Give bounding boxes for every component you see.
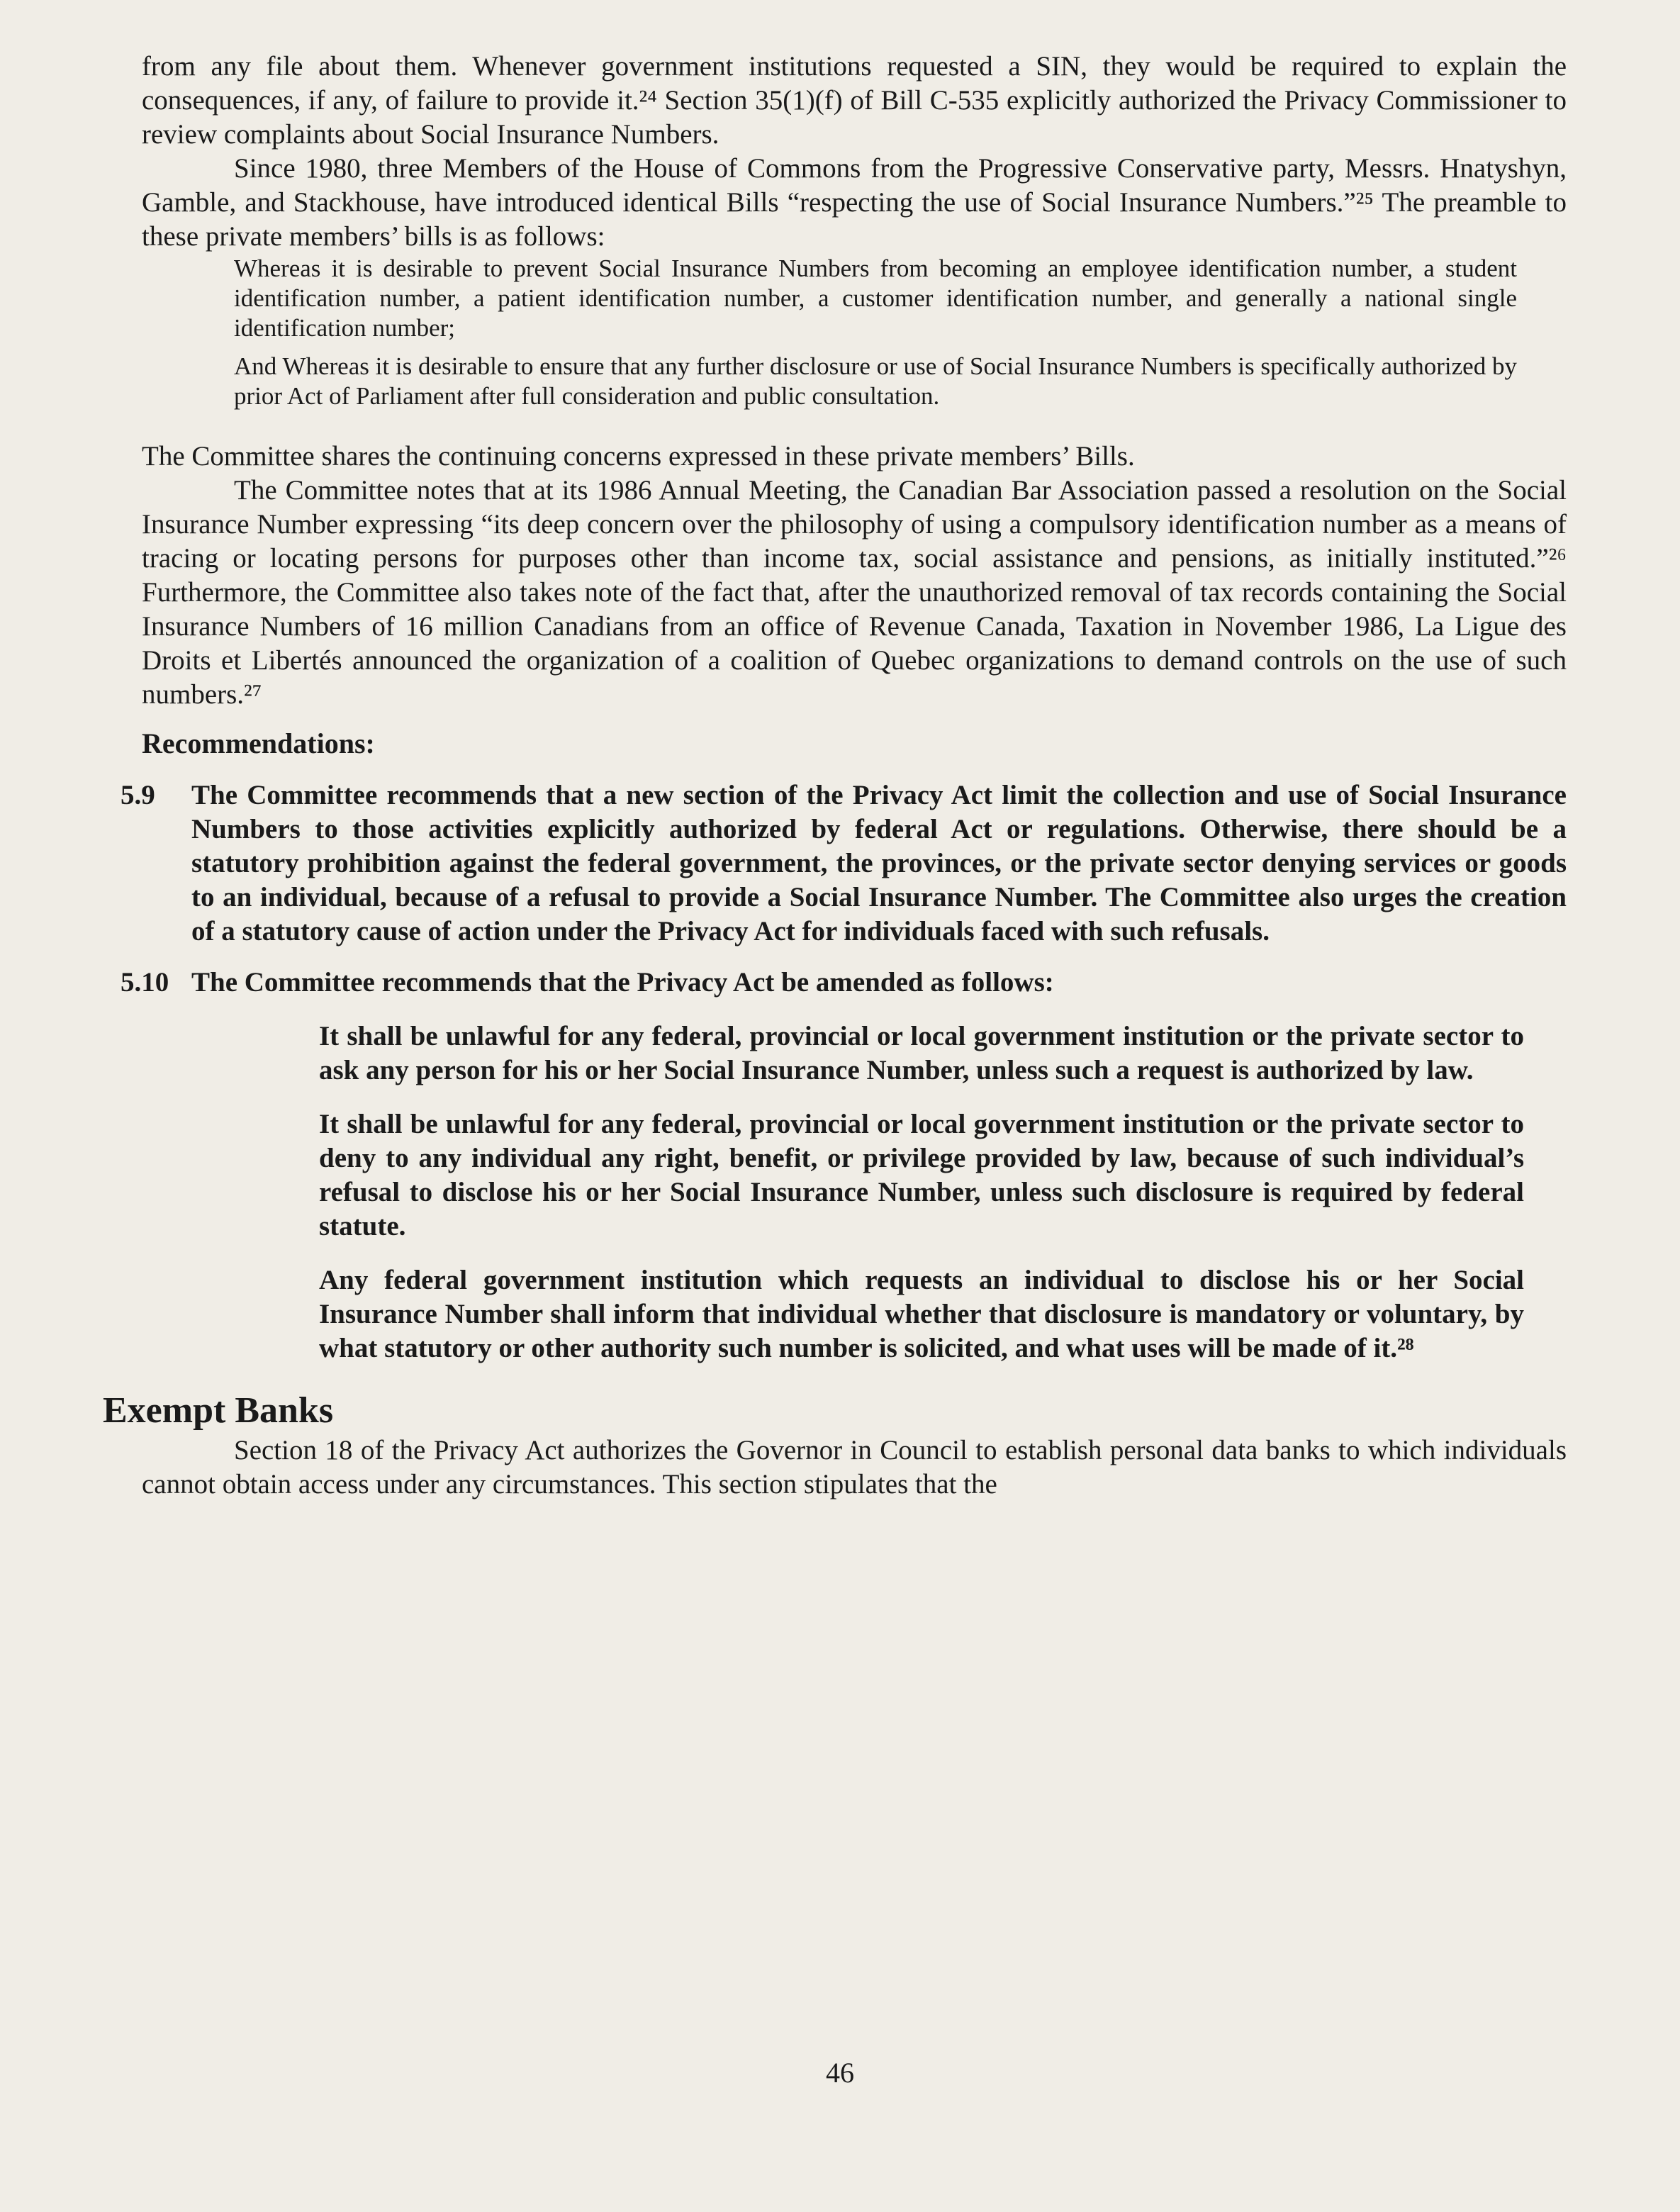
paragraph-exempt-banks: Section 18 of the Privacy Act authorizes the Governor in Council to establish personal data banks to which individuals cannot obtain access under any circumstances. This section stipulates that the — [142, 1435, 1567, 1499]
recommendations-heading: Recommendations: — [142, 727, 375, 759]
preamble-quote-1: Whereas it is desirable to prevent Social Insurance Numbers from becoming an employee identification number, a student identification number, a patient identification number, a customer identification number, and generally a national single identification number; — [234, 255, 1517, 342]
amendment-clause-2: It shall be unlawful for any federal, provincial or local government institution or the private sector to deny to any individual any right, benefit, or privilege provided by law, because of such individual’s refusal to disclose his or her Social Insurance Number, unless such disclosure is required by federal statute. — [319, 1109, 1524, 1241]
paragraph-bar-association: The Committee notes that at its 1986 Annual Meeting, the Canadian Bar Association passed a resolution on the Social Insurance Number expressing “its deep concern over the philosophy of using a compulsory identification number as a means of tracing or locating persons for purposes other than income tax, social assistance and pensions, as initially instituted.”²⁶ Furthermore, the Committee also takes note of the fact that, after the unauthorized removal of tax records containing the Social Insurance Numbers of 16 million Canadians from an office of Revenue Canada, Taxation in November 1986, La Ligue des Droits et Libertés announced the organization of a coalition of Quebec organizations to demand controls on the use of such numbers.²⁷ — [142, 475, 1567, 710]
page-number: 46 — [826, 2057, 854, 2089]
recommendation-text: The Committee recommends that the Privacy Act be amended as follows: — [191, 967, 1054, 998]
recommendation-5-10 — [121, 966, 1567, 1000]
paragraph-sin-consequences: from any file about them. Whenever government institutions requested a SIN, they would be required to explain the consequences, if any, of failure to provide it.²⁴ Section 35(1)(f) of Bill C-535 explicitly authorized the Privacy Commissioner to review complaints about Social Insurance Numbers. — [142, 51, 1567, 150]
amendment-clause-3: Any federal government institution which requests an individual to disclose his or her Social Insurance Number shall inform that individual whether that disclosure is mandatory or voluntary, by what statutory or other authority such number is solicited, and what uses will be made of it.²⁸ — [319, 1265, 1524, 1363]
preamble-quote-2: And Whereas it is desirable to ensure that any further disclosure or use of Social Insurance Numbers is specifically authorized by prior Act of Parliament after full consideration and public consultation. — [234, 352, 1517, 410]
recommendation-text: The Committee recommends that a new section of the Privacy Act limit the collection and use of Social Insurance Numbers to those activities explicitly authorized by federal Act or regulations. Otherwise, there should be a statutory prohibition against the federal government, the provinces, or the private sector denying services or goods to an individual, because of a refusal to provide a Social Insurance Number. The Committee also urges the creation of a statutory cause of action under the Privacy Act for individuals faced with such refusals. — [191, 780, 1567, 946]
section-title-exempt-banks: Exempt Banks — [103, 1390, 334, 1431]
recommendation-number: 5.9 — [121, 780, 155, 810]
paragraph-committee-concerns: The Committee shares the continuing concerns expressed in these private members’ Bills. — [142, 441, 1135, 471]
paragraph-private-members-bills: Since 1980, three Members of the House of Commons from the Progressive Conservative party, Messrs. Hnatyshyn, Gamble, and Stackhouse, have introduced identical Bills “respecting the use of Social Insurance Numbers.”²⁵ The preamble to these private members’ bills is as follows: — [142, 153, 1567, 252]
recommendation-number: 5.10 — [121, 967, 169, 998]
recommendation-5-9 — [121, 778, 1567, 949]
amendment-clause-1: It shall be unlawful for any federal, provincial or local government institution or the private sector to ask any person for his or her Social Insurance Number, unless such a request is authorized by law. — [319, 1021, 1524, 1085]
